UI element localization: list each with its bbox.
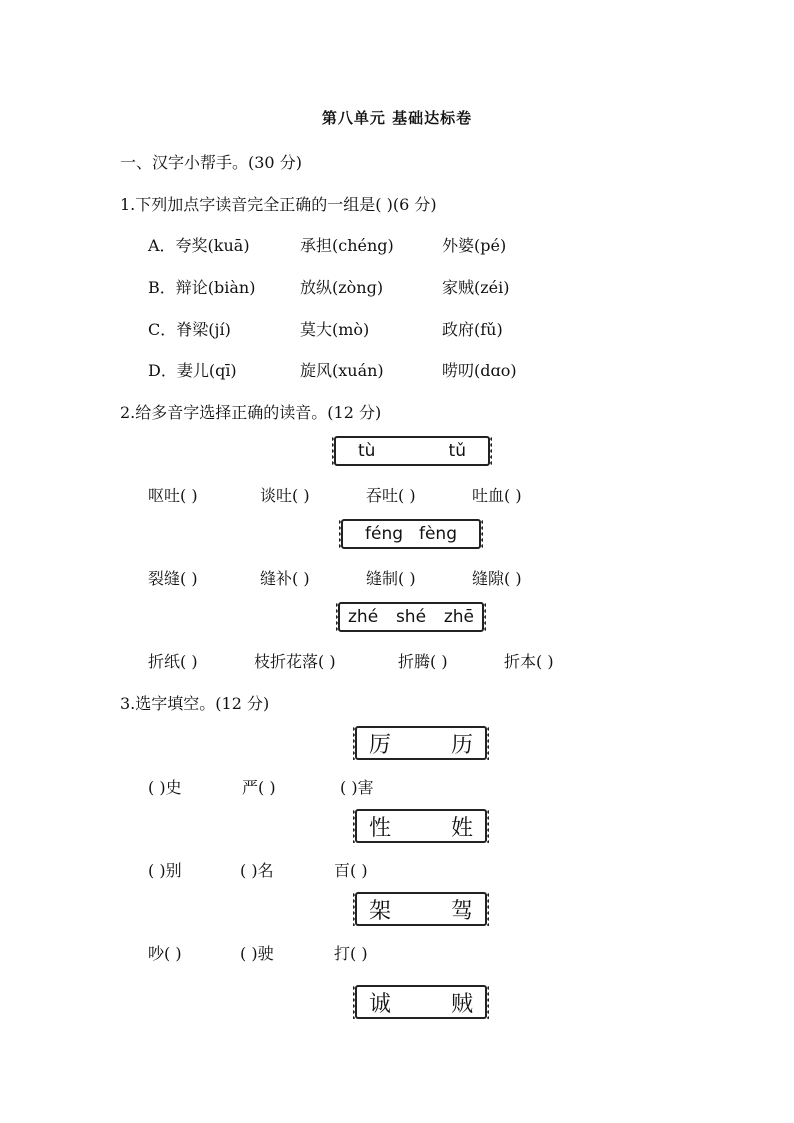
option-c-label[interactable]: C．脊梁(jí) (148, 320, 231, 339)
answer-row (148, 566, 522, 589)
fill-blank[interactable]: 折腾( ) (398, 652, 448, 671)
fill-blank[interactable]: ( )害 (340, 778, 374, 797)
option-d-label[interactable]: D．妻儿(qī) (148, 361, 237, 380)
fill-blank[interactable]: 吐血( ) (472, 486, 522, 505)
fill-blank[interactable]: 百( ) (334, 861, 368, 880)
pinyin-reading: shé (395, 607, 427, 627)
char-option: 贼 (450, 991, 473, 1017)
fill-blank[interactable]: ( )史 (148, 778, 182, 797)
pinyin-reading: zhē (443, 607, 474, 627)
fill-blank[interactable]: 谈吐( ) (260, 486, 310, 505)
pinyin-box-feng (341, 519, 481, 549)
pinyin-reading: zhé (348, 607, 379, 627)
fill-blank[interactable]: 呕吐( ) (148, 486, 198, 505)
fill-blank[interactable]: 吵( ) (148, 944, 182, 963)
char-option: 架 (369, 898, 392, 924)
option-d-word-2: 旋风(xuán) (300, 361, 384, 380)
char-box (355, 892, 487, 926)
char-option: 厉 (369, 732, 392, 758)
pinyin-box-zhe (338, 602, 484, 632)
fill-blank[interactable]: 缝制( ) (366, 569, 416, 588)
answer-row (148, 649, 554, 672)
pinyin-reading: tù (358, 441, 376, 461)
option-b-word-2: 放纵(zònɡ) (300, 278, 384, 297)
answer-row (148, 858, 368, 881)
question-2-prompt: 2.给多音字选择正确的读音。(12 分) (120, 403, 382, 422)
fill-blank[interactable]: ( )别 (148, 861, 182, 880)
pinyin-reading: féng (365, 524, 404, 544)
fill-blank[interactable]: ( )名 (240, 861, 274, 880)
fill-blank[interactable]: 缝补( ) (260, 569, 310, 588)
option-b-word-3: 家贼(zéi) (442, 278, 510, 297)
option-b-label[interactable]: B．辩论(biàn) (148, 278, 256, 297)
char-box (355, 809, 487, 843)
fill-blank[interactable]: 折纸( ) (148, 652, 198, 671)
pinyin-box-tu (334, 436, 490, 466)
fill-blank[interactable]: ( )驶 (240, 944, 274, 963)
char-option: 性 (369, 815, 392, 841)
option-c-word-3: 政府(fǔ) (442, 320, 503, 339)
answer-row (148, 483, 522, 506)
char-box (355, 985, 487, 1019)
section-heading: 一、汉字小帮手。(30 分) (120, 153, 302, 172)
page-title: 第八单元 基础达标卷 (321, 109, 473, 127)
fill-blank[interactable]: 吞吐( ) (366, 486, 416, 505)
fill-blank[interactable]: 枝折花落( ) (254, 652, 336, 671)
pinyin-reading: fèng (418, 524, 457, 544)
option-a-word-3: 外婆(pé) (442, 236, 507, 255)
question-3-prompt: 3.选字填空。(12 分) (120, 694, 270, 713)
fill-blank[interactable]: 缝隙( ) (472, 569, 522, 588)
char-option: 姓 (450, 815, 473, 841)
char-box (355, 726, 487, 760)
question-1-prompt: 1.下列加点字读音完全正确的一组是( )(6 分) (120, 195, 437, 214)
answer-row (148, 941, 368, 964)
option-a-label[interactable]: A．夸奖(kuā) (148, 236, 250, 255)
option-c-word-2: 莫大(mò) (300, 320, 370, 339)
pinyin-reading: tǔ (448, 441, 466, 461)
char-option: 诚 (369, 991, 392, 1017)
answer-row (148, 775, 374, 798)
option-d-word-3: 唠叨(dɑo) (442, 361, 517, 380)
option-a-word-2: 承担(chéng) (300, 236, 394, 255)
char-option: 历 (450, 732, 473, 758)
fill-blank[interactable]: 折本( ) (504, 652, 554, 671)
char-option: 驾 (450, 898, 473, 924)
fill-blank[interactable]: 打( ) (334, 944, 368, 963)
fill-blank[interactable]: 严( ) (242, 778, 276, 797)
fill-blank[interactable]: 裂缝( ) (148, 569, 198, 588)
